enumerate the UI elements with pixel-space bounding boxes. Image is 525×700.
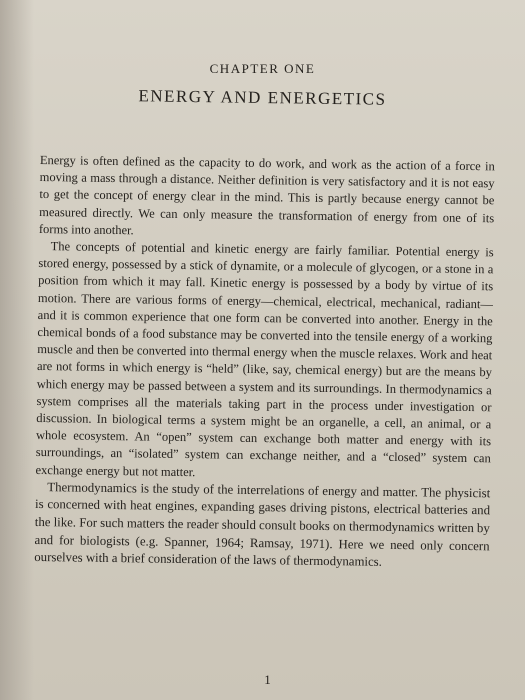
page-gutter-shadow	[0, 0, 34, 700]
chapter-title: ENERGY AND ENERGETICS	[138, 86, 387, 109]
paragraph-2: The concepts of potential and kinetic energy are fairly familiar. Potential energy is stored energy, possessed by a stick of dynamite, or a molecule of glycogen, or a stone in a position from which it may fall. Kinetic energy is possessed by a body by virtue of its motion. There are various forms of energy—chemical, electrical, mechanical, radiant—and it is common experience that one form can be converted into another. Energy in the chemical bonds of a food substance may be converted into the tensile energy of a working muscle and then be converted into thermal energy when the muscle relaxes. Work and heat are not forms in which energy is “held” (like, say, chemical energy) but are the means by which energy may be passed between a system and its surroundings. In thermodynamics a system comprises all the materials taking part in the process under investigation or discussion. In biological terms a system might be an organelle, a cell, an animal, or a whole ecosystem. An “open” system can exchange both matter and energy with its surroundings, an “isolated” system can exchange neither, and a “closed” system can exchange energy but not matter.	[35, 239, 494, 479]
page-number: 1	[264, 672, 271, 687]
paragraph-3: Thermodynamics is the study of the interrelations of energy and matter. The physicist is concerned with heat engines, expanding gases driving pistons, electrical batteries and the like. For such matters the reader should consult books on thermodynamics written by and for biologists (e.g. Spanner, 1964; Ramsay, 1971). Here we need only concern ourselves with a brief consideration of the laws of thermodynamics.	[34, 479, 491, 570]
paragraph-1: Energy is often defined as the capacity to do work, and work as the action of a force in moving a mass through a distance. Neither definition is very satisfactory and it is not easy to get the concept of energy clear in the mind. This is partly because energy cannot be measured directly. We can only measure the transformation of energy from one of its forms into another.	[38, 152, 495, 238]
body-text	[34, 152, 495, 573]
chapter-label: CHAPTER ONE	[209, 61, 316, 76]
